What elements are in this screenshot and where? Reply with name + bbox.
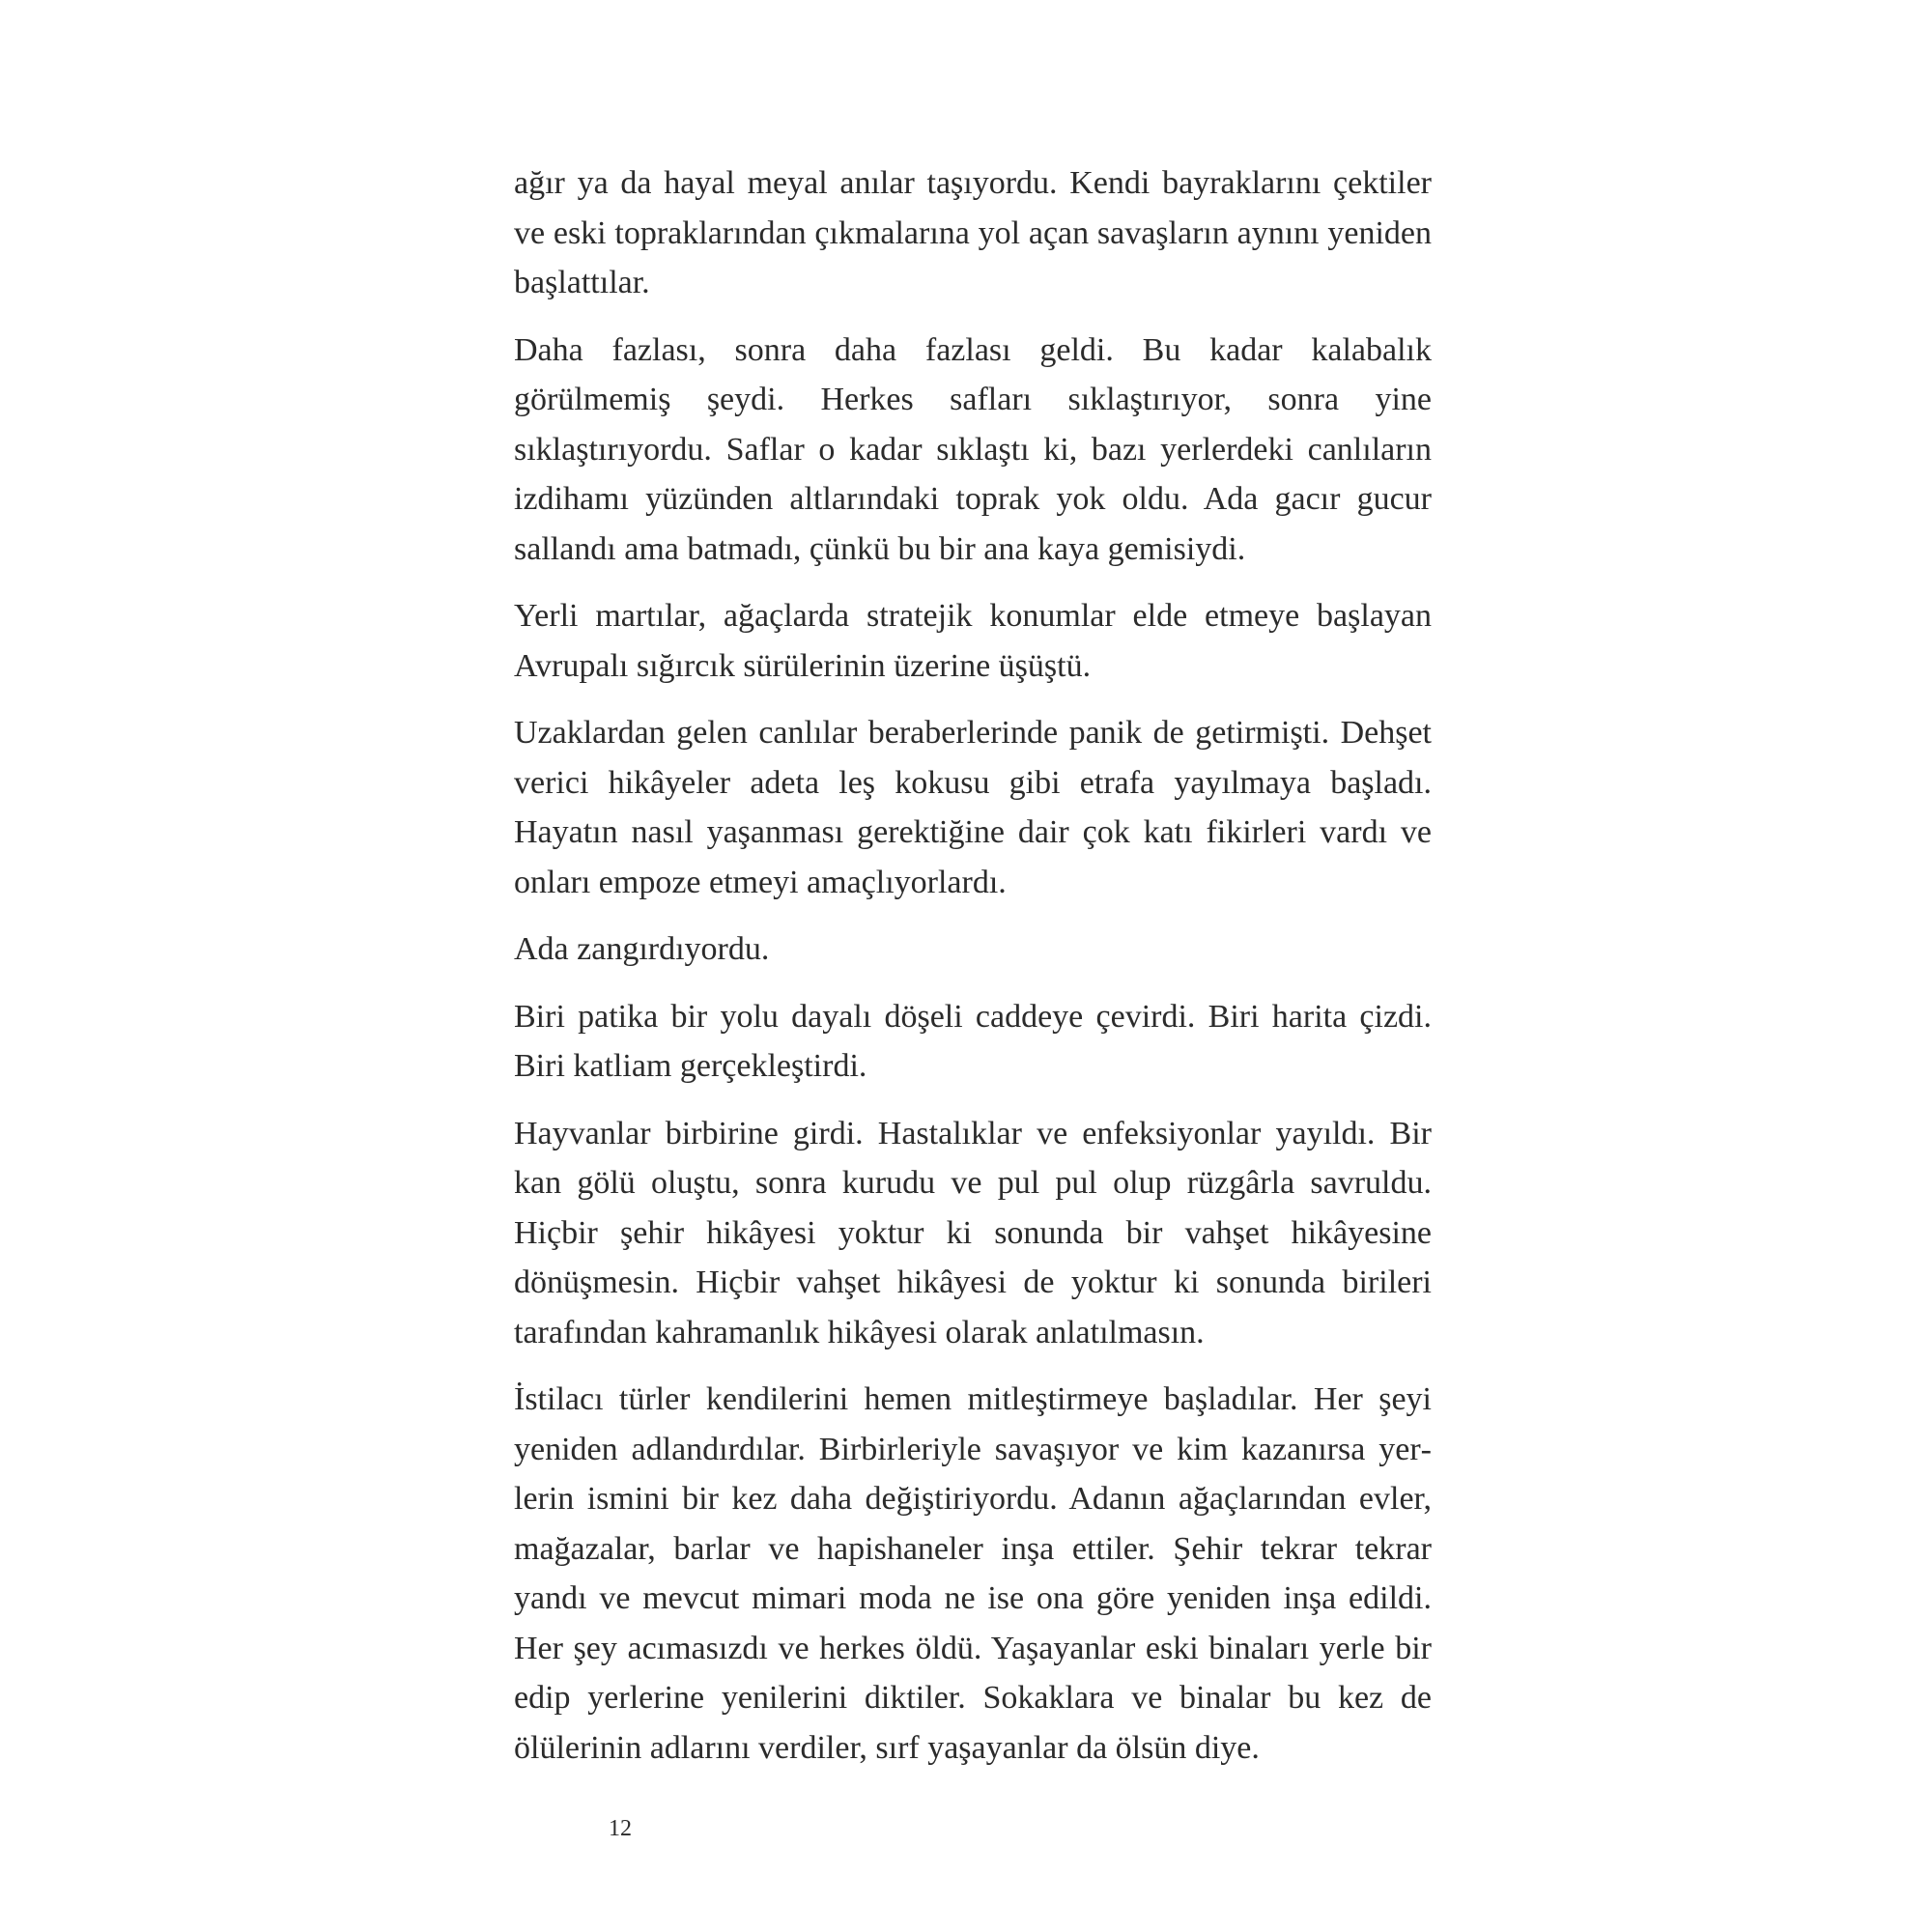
- paragraph: Hayvanlar birbirine girdi. Hastalıklar ve enfeksiyonlar yayıldı. Bir kan gölü oluştu, sonra kurudu ve pul pul olup rüzgârla savruldu. Hiçbir şehir hikâyesi yoktur ki sonunda bir vahşet hikâyesine dönüşmesin. Hiçbir vahşet hikâyesi de yoktur ki sonunda birileri tarafından kahramanlık hikâyesi olarak anlatılmasın.: [514, 1115, 1432, 1350]
- paragraph: Daha fazlası, sonra daha fazlası geldi. Bu kadar kalabalık görülmemiş şeydi. Herkes safları sıklaştırıyor, sonra yine sıklaştırıyordu. Saflar o kadar sıklaştı ki, bazı yerlerdeki canlıların izdihamı yüzünden altlarındaki toprak yok oldu. Ada gacır gucur sallandı ama batmadı, çünkü bu bir ana kaya gemisiydi.: [514, 331, 1432, 567]
- paragraph: Uzaklardan gelen canlılar beraberlerinde panik de getirmişti. Dehşet verici hikâyeler adeta leş kokusu gibi etrafa yayılmaya başladı. Hayatın nasıl yaşanması gerektiğine dair çok katı fikirleri vardı ve onları empoze etmeyi amaçlıyorlardı.: [514, 715, 1432, 900]
- paragraph: İstilacı türler kendilerini hemen mitleştirmeye başladılar. Her şeyi yeniden adlandırdılar. Birbirleriyle savaşıyor ve kim kazanırsa yerlerin ismini bir kez daha değiştiriyordu. Adanın ağaçlarından evler, mağazalar, barlar ve hapishaneler inşa ettiler. Şehir tekrar tekrar yandı ve mevcut mimari moda ne ise ona göre yeniden inşa edildi. Her şey acımasızdı ve herkes öldü. Yaşayanlar eski binaları yerle bir edip yerlerine yenilerini diktiler. Sokaklara ve binalar bu kez de ölülerinin adlarını verdiler, sırf yaşayanlar da ölsün diye.: [514, 1381, 1432, 1766]
- paragraph: Ada zangırdıyordu.: [514, 931, 770, 967]
- paragraph: Yerli martılar, ağaçlarda stratejik konumlar elde etmeye başlayan Avrupalı sığırcık sürülerinin üzerine üşüştü.: [514, 598, 1432, 684]
- body-text: [514, 158, 1432, 1790]
- page-number: 12: [609, 1816, 632, 1841]
- paragraph: ağır ya da hayal meyal anılar taşıyordu. Kendi bayraklarını çektiler ve eski topraklarından çıkmalarına yol açan savaşların aynını yeniden başlattılar.: [514, 165, 1432, 300]
- paragraph: Biri patika bir yolu dayalı döşeli caddeye çevirdi. Biri harita çizdi. Biri katliam gerçekleştirdi.: [514, 998, 1432, 1084]
